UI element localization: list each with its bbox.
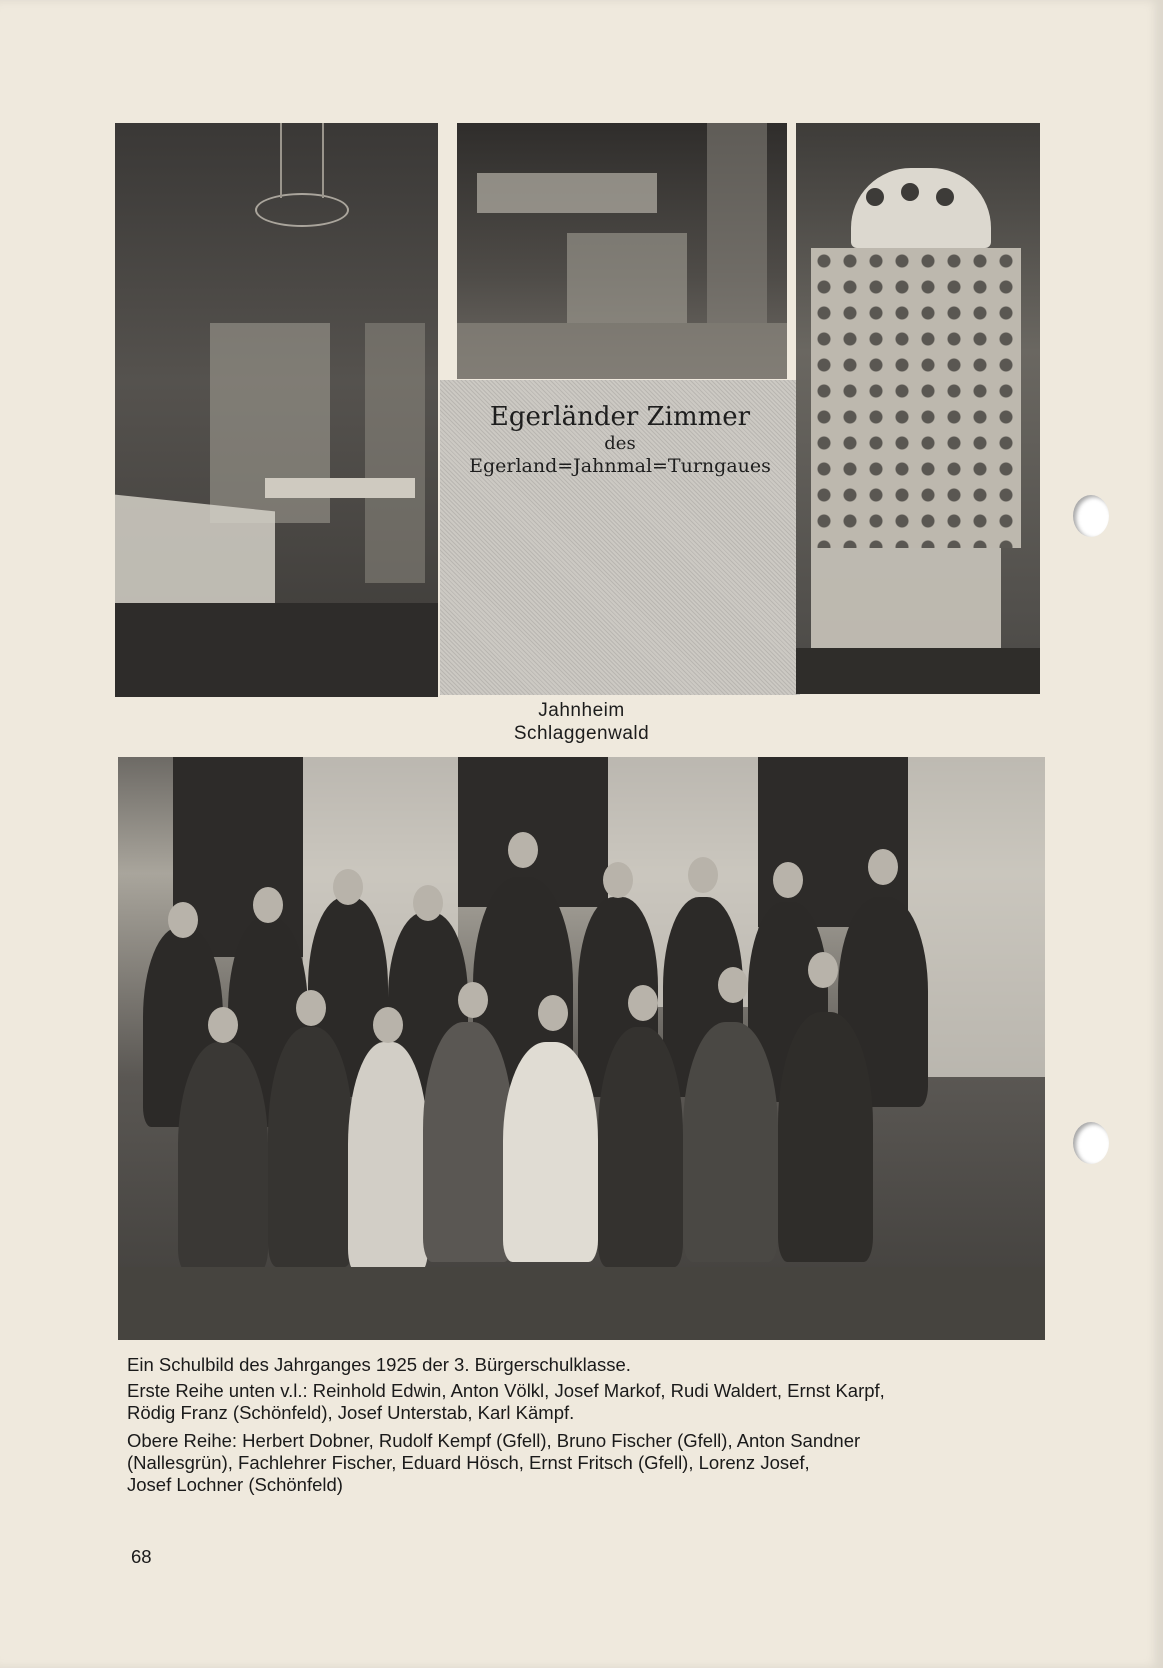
collage-title: Egerländer Zimmer <box>489 402 751 432</box>
school-caption-title: Ein Schulbild des Jahrganges 1925 der 3. Bürgerschulklasse. <box>127 1354 631 1375</box>
page-number: 68 <box>131 1546 152 1567</box>
top-row-names-line3: Josef Lochner (Schönfeld) <box>127 1474 343 1495</box>
collage-subtitle: Egerland=Jahnmal=Turngaues <box>469 455 771 477</box>
photo-caption-line1: Jahnheim <box>538 700 625 721</box>
room-photo-left <box>115 123 438 697</box>
punch-hole-upper <box>1073 495 1109 537</box>
top-row-names-line1: Obere Reihe: Herbert Dobner, Rudolf Kempf (Gfell), Bruno Fischer (Gfell), Anton Sandner <box>127 1430 861 1451</box>
collage-title-des: des <box>604 433 636 454</box>
top-row-names-line2: (Nallesgrün), Fachlehrer Fischer, Eduard Hösch, Ernst Fritsch (Gfell), Lorenz Josef, <box>127 1452 810 1473</box>
punch-hole-lower <box>1073 1122 1109 1164</box>
stove-photo-right <box>796 123 1040 694</box>
first-row-names-line1: Erste Reihe unten v.l.: Reinhold Edwin, Anton Völkl, Josef Markof, Rudi Waldert, Ernst Karpf, <box>127 1380 885 1401</box>
school-group-photo <box>118 757 1045 1340</box>
photo-caption-line2: Schlaggenwald <box>513 723 650 744</box>
first-row-names-line2: Rödig Franz (Schönfeld), Josef Unterstab, Karl Kämpf. <box>127 1402 575 1423</box>
furniture-photo-center <box>457 123 787 379</box>
